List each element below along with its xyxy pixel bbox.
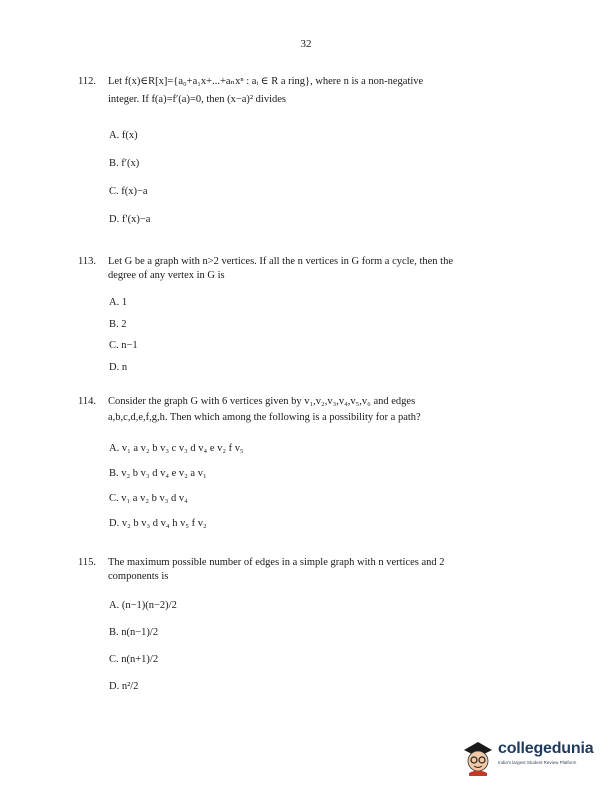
option-a: A. 1 [109, 297, 128, 308]
question-stem-line1: Consider the graph G with 6 vertices given by v₁,v₂,v₃,v₄,v₅,v₆ and edges [108, 396, 416, 407]
question-115 [78, 555, 542, 587]
question-stem-line2: components is [108, 571, 169, 582]
question-114 [78, 394, 542, 426]
question-stem-line1: Let f(x)∈R[x]={a₀+a₁x+...+aₙxⁿ : aᵢ ∈ R a ring}, where n is a non-negative [108, 76, 424, 87]
option-b: B. 2 [109, 319, 127, 330]
option-b: B. n(n−1)/2 [109, 627, 159, 638]
option-c: C. f(x)−a [109, 186, 148, 197]
question-113 [78, 254, 542, 286]
option-a: A. f(x) [109, 130, 138, 141]
question-number: 113. [78, 256, 96, 267]
question-stem-line2: integer. If f(a)=f′(a)=0, then (x−a)² divides [108, 94, 287, 105]
question-stem-line2: degree of any vertex in G is [108, 270, 225, 281]
option-c: C. n(n+1)/2 [109, 654, 159, 665]
option-d: D. n [109, 362, 128, 373]
logo-name: collegedunia [498, 740, 594, 757]
collegedunia-logo [460, 740, 610, 780]
question-stem-line2: a,b,c,d,e,f,g,h. Then which among the following is a possibility for a path? [108, 412, 421, 423]
option-a: A. (n−1)(n−2)/2 [109, 600, 177, 611]
question-112 [78, 74, 542, 106]
question-number: 115. [78, 557, 96, 568]
option-c: C. n−1 [109, 340, 138, 351]
option-b: B. f′(x) [109, 158, 140, 169]
option-a: A. v₁ a v₂ b v₃ c v₃ d v₄ e v₂ f v₅ [109, 443, 244, 454]
option-c: C. v₁ a v₂ b v₃ d v₄ [109, 493, 188, 504]
option-d: D. v₂ b v₃ d v₄ h v₅ f v₂ [109, 518, 207, 529]
question-stem-line1: The maximum possible number of edges in a simple graph with n vertices and 2 [108, 557, 445, 568]
option-d: D. f′(x)−a [109, 214, 151, 225]
logo-tagline: India's largest Student Review Platform [498, 760, 577, 765]
question-number: 114. [78, 396, 96, 407]
mascot-icon [460, 740, 496, 776]
question-stem-line1: Let G be a graph with n>2 vertices. If all the n vertices in G form a cycle, then the [108, 256, 454, 267]
option-d: D. n²/2 [109, 681, 139, 692]
option-b: B. v₂ b v₃ d v₄ e v₂ a v₁ [109, 468, 207, 479]
question-number: 112. [78, 76, 96, 87]
page-number: 32 [300, 38, 312, 50]
